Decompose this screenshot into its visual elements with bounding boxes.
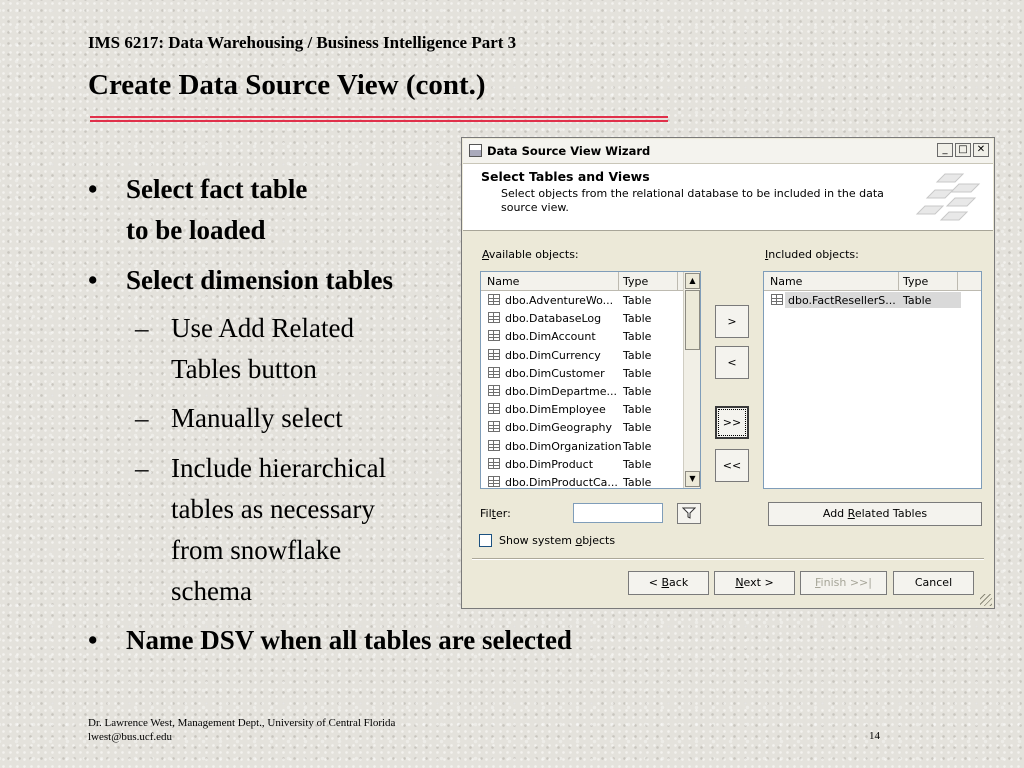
bullet-select-fact bbox=[88, 169, 308, 251]
add-related-tables-button[interactable]: Add Related Tables bbox=[768, 502, 982, 526]
course-title: IMS 6217: Data Warehousing / Business Intelligence Part 3 bbox=[88, 33, 517, 52]
add-selected-button[interactable]: > bbox=[715, 305, 749, 338]
filter-label: Filter: bbox=[480, 507, 511, 520]
table-icon bbox=[488, 385, 500, 396]
bullet-select-dimension bbox=[88, 260, 393, 301]
footer-email: lwest@bus.ucf.edu bbox=[88, 731, 173, 743]
bullet-marker: • bbox=[88, 174, 98, 204]
bullet-text-line: to be loaded bbox=[126, 215, 266, 245]
item-type: Table bbox=[623, 476, 652, 489]
item-type: Table bbox=[623, 439, 652, 453]
item-name: dbo.DimOrganization bbox=[505, 439, 622, 453]
sub-bullet-text-line: Include hierarchical bbox=[171, 453, 387, 483]
data-source-view-wizard bbox=[461, 137, 995, 609]
bullet-name-dsv bbox=[88, 620, 572, 661]
item-name: dbo.DimEmployee bbox=[505, 403, 606, 417]
minimize-button[interactable]: _ bbox=[937, 143, 953, 157]
table-icon bbox=[488, 421, 500, 432]
table-icon bbox=[488, 312, 500, 323]
wizard-graphic-icon bbox=[915, 170, 985, 226]
title-underline bbox=[90, 116, 668, 122]
window-title: Data Source View Wizard bbox=[487, 144, 651, 158]
cancel-button[interactable]: Cancel bbox=[893, 571, 974, 595]
item-type: Table bbox=[623, 366, 652, 380]
item-name: dbo.DimDepartme... bbox=[505, 385, 618, 398]
list-item[interactable] bbox=[481, 364, 700, 382]
table-icon bbox=[488, 367, 500, 378]
list-item[interactable] bbox=[481, 473, 700, 489]
show-system-objects-label[interactable]: Show system objects bbox=[499, 534, 616, 547]
table-icon bbox=[488, 476, 500, 487]
item-name: dbo.DimAccount bbox=[505, 330, 596, 344]
remove-selected-button[interactable]: < bbox=[715, 346, 749, 379]
bullet-text-line: Select dimension tables bbox=[126, 265, 393, 295]
item-name: dbo.DatabaseLog bbox=[505, 312, 602, 326]
item-name: dbo.FactResellerS... bbox=[788, 294, 896, 307]
item-type: Table bbox=[623, 312, 652, 326]
footer-author: Dr. Lawrence West, Management Dept., University of Central Florida bbox=[88, 717, 396, 729]
column-header-type[interactable]: Type bbox=[623, 275, 649, 288]
item-type: Table bbox=[623, 421, 652, 435]
back-button[interactable]: < Back bbox=[628, 571, 709, 595]
show-system-objects-checkbox[interactable] bbox=[479, 534, 492, 547]
list-item[interactable] bbox=[481, 382, 700, 400]
sub-bullet-text-line: Use Add Related bbox=[171, 313, 354, 343]
window-icon bbox=[469, 144, 482, 157]
sub-bullet-hierarchical bbox=[135, 448, 387, 612]
table-icon bbox=[488, 440, 500, 451]
table-icon bbox=[488, 294, 500, 305]
remove-all-button[interactable]: << bbox=[715, 449, 749, 482]
finish-button[interactable]: Finish >>| bbox=[800, 571, 887, 595]
bullet-marker: • bbox=[88, 265, 98, 295]
list-item[interactable] bbox=[481, 309, 700, 327]
add-all-button[interactable]: >> bbox=[715, 406, 749, 439]
table-icon bbox=[488, 403, 500, 414]
available-objects-label: Available objects: bbox=[482, 248, 579, 261]
dash-marker: – bbox=[135, 453, 149, 483]
list-header bbox=[764, 272, 981, 291]
table-icon bbox=[488, 330, 500, 341]
table-icon bbox=[488, 349, 500, 360]
funnel-icon bbox=[682, 507, 696, 519]
title-bar bbox=[463, 139, 993, 164]
item-type: Table bbox=[623, 457, 652, 471]
footer bbox=[88, 716, 395, 744]
list-item[interactable] bbox=[481, 346, 700, 364]
list-item[interactable] bbox=[481, 418, 700, 436]
sub-bullet-text-line: Tables button bbox=[171, 354, 317, 384]
scroll-thumb[interactable] bbox=[685, 290, 700, 350]
column-header-type[interactable]: Type bbox=[903, 275, 929, 288]
item-type: Table bbox=[903, 294, 932, 307]
sub-bullet-add-related bbox=[135, 308, 354, 390]
item-name: dbo.DimCurrency bbox=[505, 348, 601, 362]
vertical-scrollbar[interactable] bbox=[683, 272, 700, 488]
dash-marker: – bbox=[135, 403, 149, 433]
sub-bullet-text-line: tables as necessary bbox=[171, 494, 375, 524]
page-number: 14 bbox=[869, 730, 880, 742]
list-item[interactable] bbox=[481, 291, 700, 309]
scroll-down-button[interactable]: ▼ bbox=[685, 471, 700, 487]
item-type: Table bbox=[623, 294, 652, 307]
footer-separator bbox=[472, 558, 984, 560]
list-item[interactable] bbox=[481, 400, 700, 418]
item-name: dbo.DimProduct bbox=[505, 457, 594, 471]
list-item[interactable] bbox=[764, 291, 981, 309]
item-name: dbo.DimProductCa... bbox=[505, 476, 618, 489]
column-header-name[interactable]: Name bbox=[487, 275, 520, 288]
item-type: Table bbox=[623, 385, 652, 398]
included-objects-list[interactable] bbox=[763, 271, 982, 489]
dash-marker: – bbox=[135, 313, 149, 343]
included-objects-label: Included objects: bbox=[765, 248, 859, 261]
item-name: dbo.DimGeography bbox=[505, 421, 612, 435]
sub-bullet-text-line: Manually select bbox=[171, 403, 343, 433]
list-item[interactable] bbox=[481, 327, 700, 345]
bullet-text-line: Name DSV when all tables are selected bbox=[126, 625, 572, 655]
list-header bbox=[481, 272, 700, 291]
list-item[interactable] bbox=[481, 455, 700, 473]
next-button[interactable]: Next > bbox=[714, 571, 795, 595]
available-objects-list[interactable] bbox=[480, 271, 701, 489]
filter-button[interactable] bbox=[677, 503, 701, 524]
item-type: Table bbox=[623, 348, 652, 362]
column-header-name[interactable]: Name bbox=[770, 275, 803, 288]
slide-title: Create Data Source View (cont.) bbox=[88, 69, 486, 101]
table-icon bbox=[488, 458, 500, 469]
header-description: Select objects from the relational database to be included in the data source view. bbox=[501, 187, 884, 214]
close-button[interactable]: ✕ bbox=[973, 143, 989, 157]
item-name: dbo.AdventureWo... bbox=[505, 294, 614, 307]
item-type: Table bbox=[623, 403, 652, 417]
bullet-marker: • bbox=[88, 625, 98, 655]
wizard-header bbox=[463, 164, 993, 231]
bullet-text-line: Select fact table bbox=[126, 174, 308, 204]
sub-bullet-text-line: schema bbox=[171, 576, 252, 606]
list-item[interactable] bbox=[481, 437, 700, 455]
sub-bullet-text-line: from snowflake bbox=[171, 535, 342, 565]
resize-grip-icon[interactable] bbox=[980, 594, 992, 606]
sub-bullet-manually bbox=[135, 398, 343, 439]
filter-input[interactable] bbox=[573, 503, 663, 523]
header-title: Select Tables and Views bbox=[481, 169, 650, 184]
item-type: Table bbox=[623, 330, 652, 344]
table-icon bbox=[771, 294, 783, 305]
maximize-button[interactable]: □ bbox=[955, 143, 971, 157]
item-name: dbo.DimCustomer bbox=[505, 366, 605, 380]
scroll-up-button[interactable]: ▲ bbox=[685, 273, 700, 289]
